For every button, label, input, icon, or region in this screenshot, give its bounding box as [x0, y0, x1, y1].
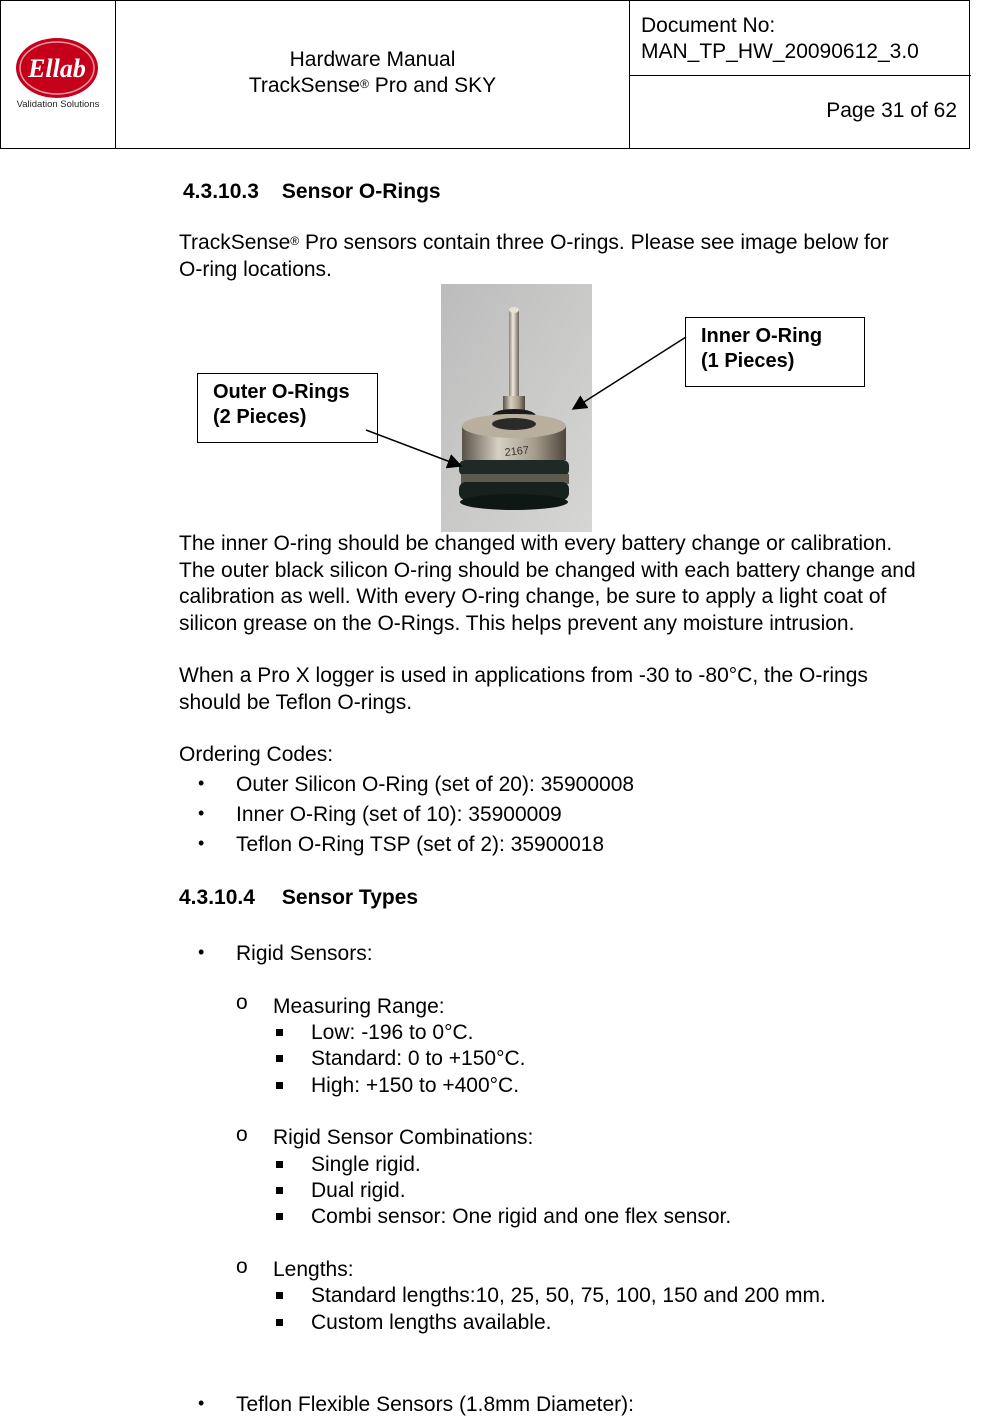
ordering-label: Ordering Codes: — [179, 743, 334, 766]
sub-bullet-icon: o — [236, 1255, 248, 1278]
svg-text:Ellab: Ellab — [28, 54, 86, 83]
list-item: Combi sensor: One rigid and one flex sensor. — [311, 1205, 732, 1228]
list-item: Outer Silicon O-Ring (set of 20): 35900008 — [236, 773, 635, 796]
svg-text:2167: 2167 — [504, 444, 530, 459]
list-item: Standard: 0 to +150°C. — [311, 1047, 526, 1070]
square-bullet-icon — [276, 1213, 283, 1220]
list-item: Custom lengths available. — [311, 1311, 552, 1334]
svg-text:Validation Solutions: Validation Solutions — [16, 99, 100, 110]
list-item: Standard lengths:10, 25, 50, 75, 100, 150 and 200 mm. — [311, 1284, 826, 1307]
bullet-icon: • — [198, 833, 205, 853]
square-bullet-icon — [276, 1187, 283, 1194]
combinations-label: Rigid Sensor Combinations: — [273, 1126, 534, 1149]
square-bullet-icon — [276, 1319, 283, 1326]
sub-bullet-icon: o — [236, 1123, 248, 1146]
section-heading-orings: 4.3.10.3 Sensor O-Rings — [183, 180, 441, 203]
bullet-icon: • — [198, 803, 205, 823]
list-item: Teflon O-Ring TSP (set of 2): 35900018 — [236, 833, 605, 856]
document-number: Document No: MAN_TP_HW_20090612_3.0 — [641, 14, 919, 63]
measuring-range-label: Measuring Range: — [273, 995, 445, 1018]
square-bullet-icon — [276, 1055, 283, 1062]
teflon-sensors-label: Teflon Flexible Sensors (1.8mm Diameter): — [236, 1393, 634, 1416]
bullet-icon: • — [198, 942, 205, 962]
orings-change-paragraph: The inner O-ring should be changed with every battery change or calibration. The outer black silicon O-ring should be changed with each battery change and calibration as well. With every O-ring change, be sure to apply a light coat of silicon grease on the O-Rings. This helps prevent any moisture intrusion. — [179, 532, 916, 635]
list-item: Single rigid. — [311, 1153, 421, 1176]
teflon-paragraph: When a Pro X logger is used in applications from -30 to -80°C, the O-rings should be Teflon O-rings. — [179, 664, 868, 714]
callout-arrows — [0, 0, 982, 540]
square-bullet-icon — [276, 1161, 283, 1168]
rigid-sensors-label: Rigid Sensors: — [236, 942, 373, 965]
orings-intro: TrackSense® Pro sensors contain three O-rings. Please see image below for O-ring locations. — [179, 231, 889, 281]
bullet-icon: • — [198, 1393, 205, 1413]
callout-outer-orings: Outer O-Rings (2 Pieces) — [197, 373, 378, 443]
lengths-label: Lengths: — [273, 1258, 354, 1281]
list-item: Dual rigid. — [311, 1179, 406, 1202]
arrow-outer-orings — [366, 430, 461, 466]
square-bullet-icon — [276, 1082, 283, 1089]
square-bullet-icon — [276, 1029, 283, 1036]
arrow-inner-oring — [573, 337, 686, 409]
manual-title: Hardware Manual — [289, 48, 456, 71]
bullet-icon: • — [198, 773, 205, 793]
section-heading-sensor-types: 4.3.10.4 Sensor Types — [179, 886, 419, 909]
sub-bullet-icon: o — [236, 991, 248, 1014]
list-item: High: +150 to +400°C. — [311, 1074, 520, 1097]
list-item: Low: -196 to 0°C. — [311, 1021, 474, 1044]
square-bullet-icon — [276, 1292, 283, 1299]
list-item: Inner O-Ring (set of 10): 35900009 — [236, 803, 562, 826]
product-name: TrackSense® Pro and SKY — [248, 74, 497, 97]
page-number: Page 31 of 62 — [826, 99, 957, 122]
callout-inner-oring: Inner O-Ring (1 Pieces) — [685, 317, 865, 387]
